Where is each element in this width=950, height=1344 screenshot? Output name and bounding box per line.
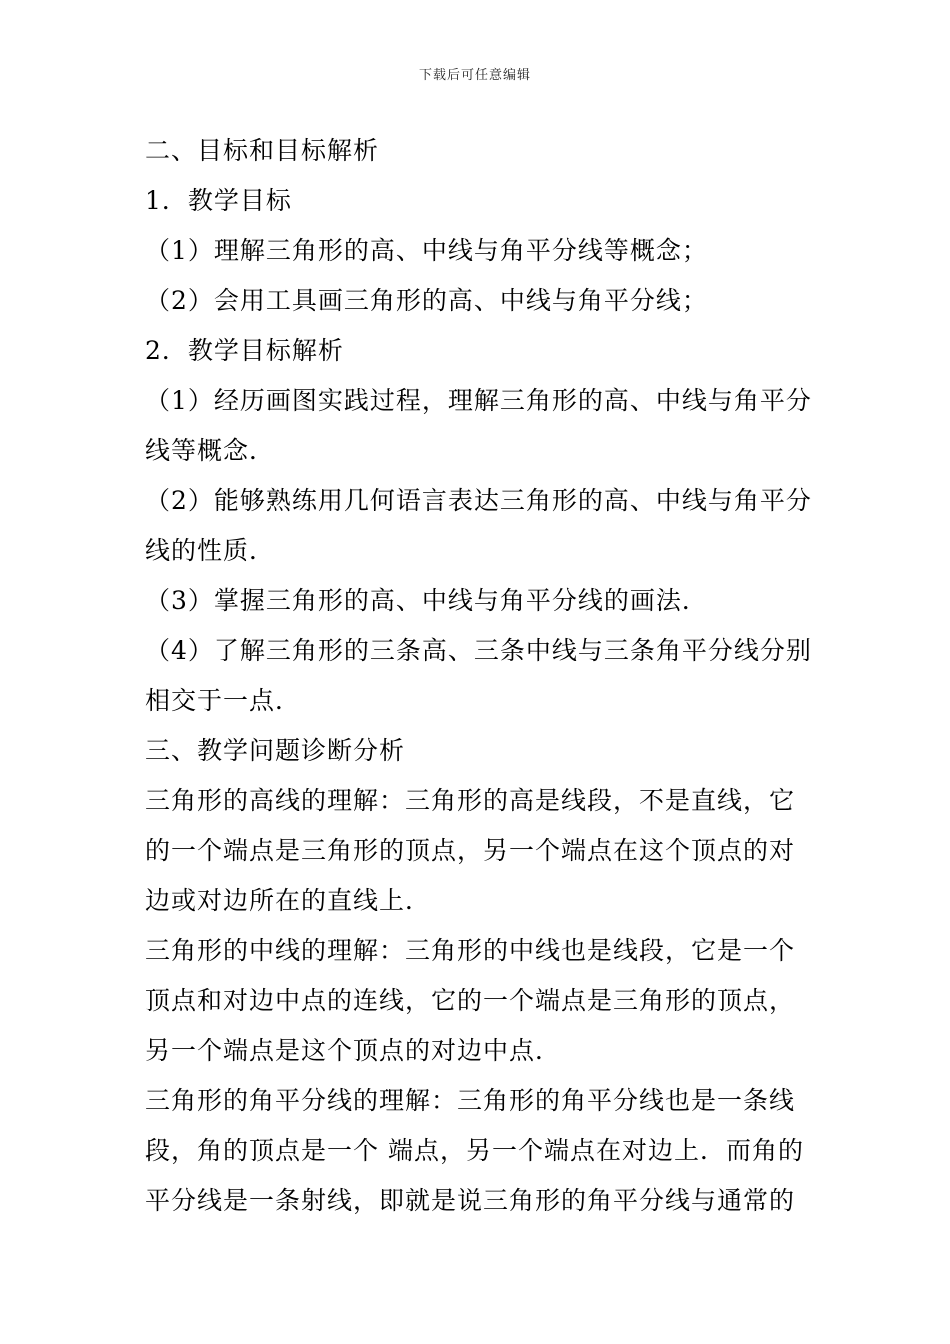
bisector-paragraph-line-1: 三角形的角平分线的理解：三角形的角平分线也是一条线 [145,1086,796,1115]
analysis-item-1-line-2: 线等概念． [145,436,276,465]
subheading-goal-analysis: 2．教学目标解析 [145,336,344,365]
altitude-paragraph-line-2: 的一个端点是三角形的顶点，另一个端点在这个顶点的对 [145,836,796,865]
document-body [145,126,810,1226]
median-paragraph-line-3: 另一个端点是这个顶点的对边中点． [145,1036,562,1065]
analysis-item-3: （3）掌握三角形的高、中线与角平分线的画法． [145,586,708,615]
bisector-paragraph-line-2: 段，角的顶点是一个 端点，另一个端点在对边上．而角的 [145,1136,804,1165]
goal-item-2: （2）会用工具画三角形的高、中线与角平分线； [145,286,708,315]
altitude-paragraph-line-3: 边或对边所在的直线上． [145,886,432,915]
analysis-item-1-line-1: （1）经历画图实践过程，理解三角形的高、中线与角平分 [145,386,812,415]
median-paragraph-line-2: 顶点和对边中点的连线，它的一个端点是三角形的顶点， [145,986,796,1015]
goal-item-1: （1）理解三角形的高、中线与角平分线等概念； [145,236,708,265]
section-heading-diagnosis: 三、教学问题诊断分析 [145,736,406,765]
analysis-item-2-line-2: 线的性质． [145,536,276,565]
analysis-item-4-line-2: 相交于一点． [145,686,302,715]
altitude-paragraph-line-1: 三角形的高线的理解：三角形的高是线段，不是直线，它 [145,786,796,815]
analysis-item-2-line-1: （2）能够熟练用几何语言表达三角形的高、中线与角平分 [145,486,812,515]
subheading-teaching-goals: 1．教学目标 [145,186,292,215]
page-header: 下载后可任意编辑 [418,68,531,83]
bisector-paragraph-line-3: 平分线是一条射线，即就是说三角形的角平分线与通常的 [145,1186,796,1215]
section-heading-goals: 二、目标和目标解析 [145,136,380,165]
analysis-item-4-line-1: （4）了解三角形的三条高、三条中线与三条角平分线分别 [145,636,812,665]
median-paragraph-line-1: 三角形的中线的理解：三角形的中线也是线段，它是一个 [145,936,796,965]
